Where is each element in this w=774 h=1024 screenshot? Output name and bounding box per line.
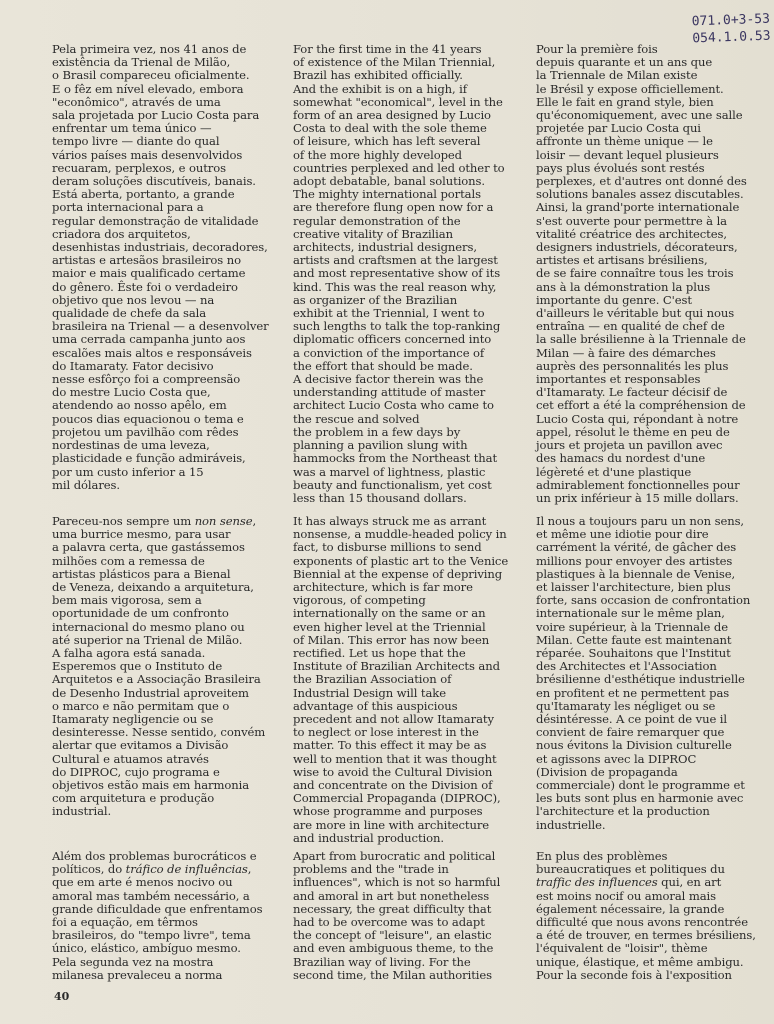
fr-paragraph-3	[536, 850, 758, 982]
pt-p3-emphasis: tráfico de influências	[125, 862, 248, 877]
fr-paragraph-3-text	[536, 850, 758, 982]
pt-p3-before: Além dos problemas burocráticos e políticos, do	[52, 849, 257, 877]
fr-p3-before: En plus des problèmes bureaucratiques et politiques du	[536, 849, 725, 877]
fr-p3-after: qui, en art est moins nocif ou amoral mais également nécessaire, la grande difficulté que nous avons rencontrée a été de trouver, en termes brésiliens, l'équivalent de "loisir", thème unique, élastique, et même ambigu. Pour la seconde fois à l'exposition	[536, 875, 756, 982]
pt-p2-after: , uma burrice mesmo, para usar a palavra certa, que gastássemos milhões com a remessa de artistas plásticos para a Bienal de Veneza, deixando a arquitetura, bem mais vigorosa, sem a oportunidade de um confronto internacional do mesmo plano ou até superior na Trienal de Milão. A falha agora está sanada. Esperemos que o Instituto de Arquitetos e a Associação Brasileira de Desenho Industrial aproveitem o marco e não permitam que o Itamaraty negligencie ou se desinteresse. Nesse sentido, convém alertar que evitamos a Divisão Cultural e atuamos através do DIPROC, cujo programa e objetivos estão mais em harmonia com arquitetura e produção industrial.	[52, 514, 266, 819]
en-paragraph-2-text: It has always struck me as arrant nonsense, a muddle-headed policy in fact, to disburse millions to send exponents of plastic art to the Venice Biennial at the expense of depriving architecture, which is far more vigorous, of competing internationally on the same or an even higher level at the Triennial of Milan. This error has now been rectified. Let us hope that the Institute of Brazilian Architects and the Brazilian Association of Industrial Design will take advantage of this auspicious precedent and not allow Itamaraty to neglect or lose interest in the matter. To this effect it may be as well to mention that it was thought wise to avoid the Cultural Division and concentrate on the Division of Commercial Propaganda (DIPROC), whose programme and purposes are more in line with architecture and industrial production.	[293, 514, 509, 845]
fr-paragraph-1-text: Pour la première fois depuis quarante et un ans que la Triennale de Milan existe le Brésil y expose officiellement. Elle le fait en grand style, bien qu'économiquement, avec une salle projetée par Lucio Costa qui affronte un thème unique — le loisir — devant lequel plusieurs pays plus évolués sont restés perplexes, et d'autres ont donné des solutions banales assez discutables. Ainsi, la grand'porte internationale s'est ouverte pour permettre à la vitalité créatrice des architectes, designers industriels, décorateurs, artistes et artisans brésiliens, de se faire connaître tous les trois ans à la démonstration la plus importante du genre. C'est d'ailleurs le véritable but qui nous entraîna — en qualité de chef de la salle brésilienne à la Triennale de Milan — à faire des démarches auprès des personnalités les plus importantes et responsables d'Itamaraty. Le facteur décisif de cet effort a été la compréhension de Lucio Costa qui, répondant à notre appel, résolut le thème en peu de jours et projeta un pavillon avec des hamacs du nordest d'une légèreté et d'une plastique admirablement fonctionnelles pour un prix inférieur à 15 mille dollars.	[536, 42, 747, 505]
fr-paragraph-2-text: Il nous a toujours paru un non sens, et même une idiotie pour dire carrément la vérité, de gâcher des millions pour envoyer des artistes plastiques à la biennale de Venise, et laisser l'architecture, bien plus forte, sans occasion de confrontation internationale sur le même plan, voire supérieur, à la Triennale de Milan. Cette faute est maintenant réparée. Souhaitons que l'Institut des Architectes et l'Association brésilienne d'esthétique industrielle en profitent et ne permettent pas qu'Itamaraty les négliget ou se désintéresse. A ce point de vue il convient de faire remarquer que nous évitons la Division culturelle et agissons avec la DIPROC (Division de propaganda commerciale) dont le programme et les buts sont plus en harmonie avec l'architecture et la production industrielle.	[536, 514, 751, 832]
en-paragraph-3-text: Apart from burocratic and political problems and the "trade in influences", which is not so harmful and amoral in art but nonetheless necessary, the great difficulty that had to be overcome was to adapt the concept of "leisure", an elastic and even ambiguous theme, to the Brazilian way of living. For the second time, the Milan authorities	[293, 849, 501, 982]
pt-paragraph-3	[52, 850, 272, 982]
pt-paragraph-2	[52, 515, 272, 819]
fr-p3-emphasis: traffic des influences	[536, 875, 658, 890]
annotation-line-2: 054.1.0.53	[691, 28, 771, 47]
handwritten-annotation	[691, 11, 770, 48]
en-paragraph-1-text: For the first time in the 41 years of existence of the Milan Triennial, Brazil has exhibited officially. And the exhibit is on a high, if somewhat "economical", level in the form of an area designed by Lucio Costa to deal with the sole theme of leisure, which has left several of the more highly developed countries perplexed and led other to adopt debatable, banal solutions. The mighty international portals are therefore flung open now for a regular demonstration of the creative vitality of Brazilian architects, industrial designers, artists and craftsmen at the largest and most representative show of its kind. This was the real reason why, as organizer of the Brazilian exhibit at the Triennial, I went to such lengths to talk the top-ranking diplomatic officers concerned into a conviction of the importance of the effort that should be made. A decisive factor therein was the understanding attitude of master architect Lucio Costa who came to the rescue and solved the problem in a few days by planning a pavilion slung with hammocks from the Northeast that was a marvel of lightness, plastic beauty and functionalism, yet cost less than 15 thousand dollars.	[293, 42, 505, 505]
pt-paragraph-3-text	[52, 850, 272, 982]
en-paragraph-3	[293, 850, 515, 982]
annotation-line-1: 071.0+3-53	[691, 11, 770, 30]
pt-p2-before: Pareceu-nos sempre um	[52, 514, 195, 528]
page-number: 40	[54, 990, 70, 1003]
en-paragraph-1	[293, 43, 515, 505]
fr-paragraph-2	[536, 515, 758, 832]
en-paragraph-2	[293, 515, 515, 845]
pt-paragraph-1-text: Pela primeira vez, nos 41 anos de existência da Trienal de Milão, o Brasil compareceu oficialmente. E o fêz em nível elevado, embora "econômico", através de uma sala projetada por Lucio Costa para enfrentar um tema único — tempo livre — diante do qual vários países mais desenvolvidos recuaram, perplexos, e outros deram soluções discutíveis, banais. Está aberta, portanto, a grande porta internacional para a regular demonstração de vitalidade criadora dos arquitetos, desenhistas industriais, decoradores, artistas e artesãos brasileiros no maior e mais qualificado certame do gênero. Êste foi o verdadeiro objetivo que nos levou — na qualidade de chefe da sala brasileira na Trienal — a desenvolver uma cerrada campanha junto aos escalões mais altos e responsáveis do Itamaraty. Fator decisivo nesse esfôrço foi a compreensão do mestre Lucio Costa que, atendendo ao nosso apêlo, em poucos dias equacionou o tema e projetou um pavilhão com rêdes nordestinas de uma leveza, plasticidade e função admiráveis, por um custo inferior a 15 mil dólares.	[52, 42, 269, 492]
pt-p2-emphasis: non sense	[194, 514, 253, 528]
pt-paragraph-2-text	[52, 515, 272, 819]
fr-paragraph-1	[536, 43, 758, 505]
pt-paragraph-1	[52, 43, 272, 492]
pt-p3-after: , que em arte é menos nocivo ou amoral mas também necessário, a grande dificuldade que enfrentamos foi a equação, em têrmos brasileiros, do "tempo livre", tema único, elástico, ambíguo mesmo. Pela segunda vez na mostra milanesa prevaleceu a norma	[52, 862, 263, 982]
